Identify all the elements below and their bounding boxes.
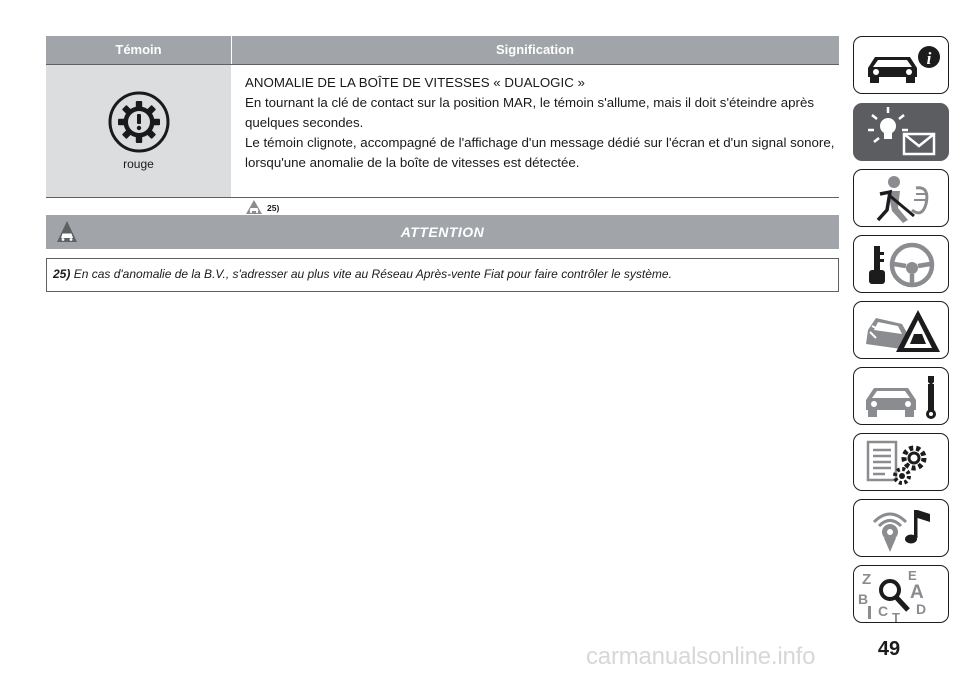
tab-maintenance[interactable] [853,367,949,425]
svg-text:Z: Z [862,571,872,588]
car-maintenance-icon [854,368,950,426]
column-header-witness: Témoin [115,42,162,57]
table-bottom-rule [46,197,839,198]
warning-lights-messages-icon [854,104,950,162]
svg-text:T: T [892,610,900,624]
attention-note [46,258,839,292]
svg-text:D: D [916,601,927,617]
svg-text:C: C [878,603,889,619]
alphabetical-index-icon [854,566,950,624]
attention-car-icon [245,199,263,215]
tab-safety[interactable] [853,169,949,227]
tab-multimedia[interactable] [853,499,949,557]
meaning-text [245,73,837,173]
attention-header [46,215,839,249]
column-header-meaning: Signification [496,42,574,57]
warning-light-table [46,36,839,213]
lamp-color-label: rouge [123,157,154,171]
tab-car-info[interactable] [853,36,949,94]
note-body: En cas d'anomalie de la B.V., s'adresser au plus vite au Réseau Après-vente Fiat pour faire contrôler le système. [73,267,672,281]
svg-text:B: B [858,591,869,607]
meaning-cell [231,64,839,213]
tab-emergency[interactable] [853,301,949,359]
attention-title: ATTENTION [400,224,485,240]
meaning-title: ANOMALIE DE LA BOÎTE DE VITESSES « DUALOGIC » [245,75,585,90]
gearbox-fault-warning-icon [108,91,170,153]
page-number: 49 [877,638,901,660]
tab-technical-data[interactable] [853,433,949,491]
svg-text:i: i [926,49,932,68]
seat-airbag-icon [854,170,950,228]
svg-text:A: A [910,582,924,603]
reference-number: 25) [267,203,280,213]
tab-starting-driving[interactable] [853,235,949,293]
multimedia-icon [854,500,950,558]
car-accident-warning-icon [854,302,950,360]
note-number: 25) [53,267,71,281]
tab-index[interactable] [853,565,949,623]
table-header [46,36,839,64]
specs-gears-icon [854,434,950,492]
tab-warning-lights-messages[interactable] [853,103,949,161]
svg-text:E: E [908,568,917,583]
car-info-icon [854,37,950,95]
attention-note-text [53,267,672,281]
key-steering-wheel-icon [854,236,950,294]
meaning-paragraph-2: Le témoin clignote, accompagné de l'affichage d'un message dédié sur l'écran et d'un signal sonore, lorsqu'une anomalie de la boîte de vitesses est détectée. [245,135,835,170]
warning-light-cell [46,64,231,197]
watermark: carmanualsonline.info [586,643,816,670]
meaning-paragraph-1: En tournant la clé de contact sur la position MAR, le témoin s'allume, mais il doit s'éteindre après quelques secondes. [245,95,814,130]
